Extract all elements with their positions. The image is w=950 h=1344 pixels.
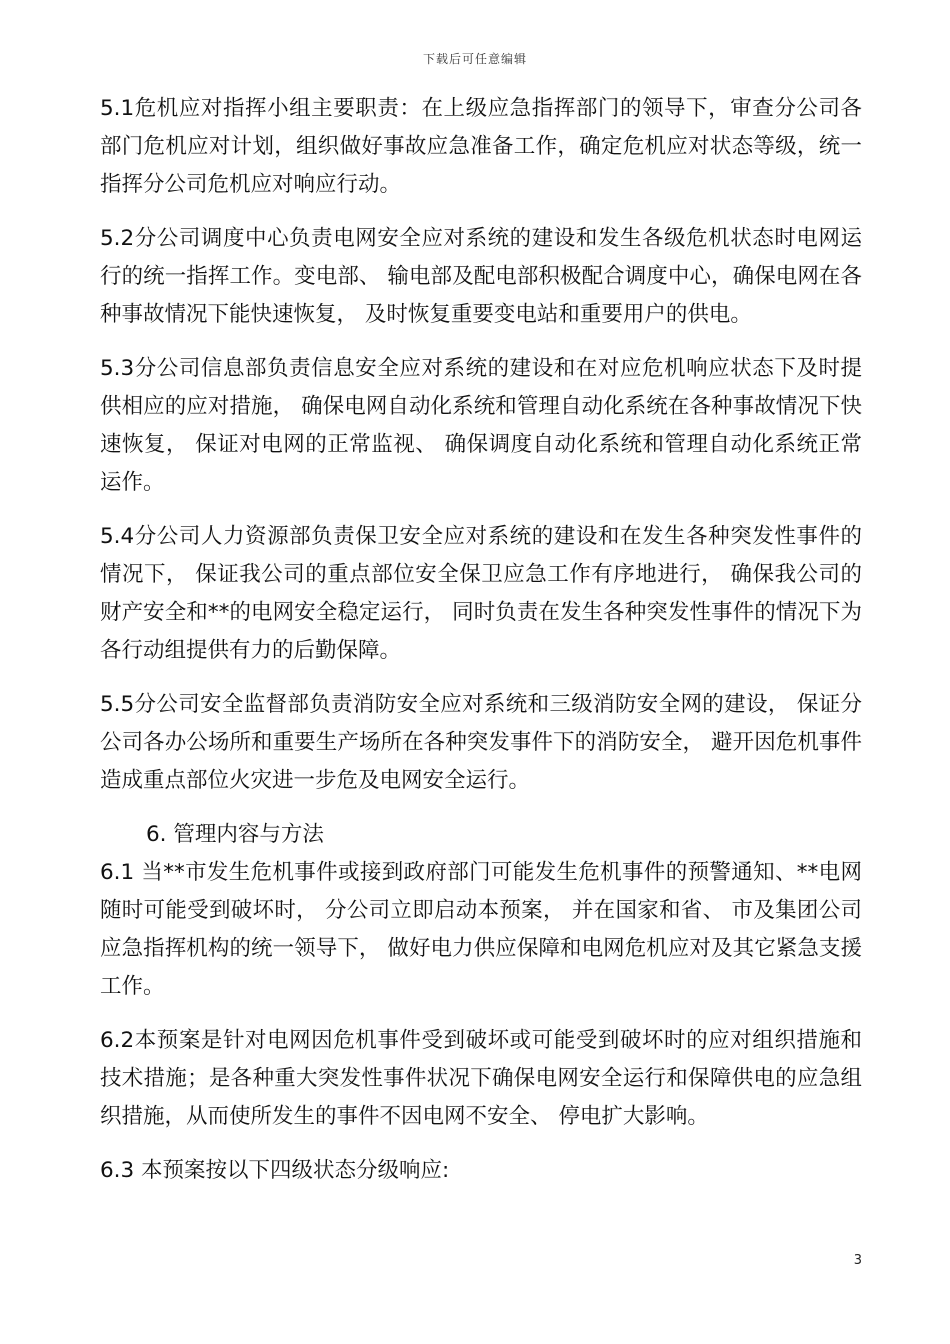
paragraph-5-5: 5.5分公司安全监督部负责消防安全应对系统和三级消防安全网的建设， 保证分公司各办公场所和重要生产场所在各种突发事件下的消防安全， 避开因危机事件造成重点部位火灾进一步危及电网安全运行。 (100, 692, 862, 793)
section-heading-6: 6. 管理内容与方法 (146, 822, 324, 847)
paragraph-6-1: 6.1 当**市发生危机事件或接到政府部门可能发生危机事件的预警通知、**电网随时可能受到破坏时， 分公司立即启动本预案， 并在国家和省、 市及集团公司应急指挥机构的统一领导下， 做好电力供应保障和电网危机应对及其它紧急支援工作。 (100, 860, 862, 999)
paragraph-5-4: 5.4分公司人力资源部负责保卫安全应对系统的建设和在发生各种突发性事件的情况下， 保证我公司的重点部位安全保卫应急工作有序地进行， 确保我公司的财产安全和**的电网安全稳定运行， 同时负责在发生各种突发性事件的情况下为各行动组提供有力的后勤保障。 (100, 524, 862, 663)
document-body (100, 90, 862, 1190)
paragraph-6-2: 6.2本预案是针对电网因危机事件受到破坏或可能受到破坏时的应对组织措施和技术措施；是各种重大突发性事件状况下确保电网安全运行和保障供电的应急组织措施，从而使所发生的事件不因电网不安全、 停电扩大影响。 (100, 1028, 862, 1129)
paragraph-5-3: 5.3分公司信息部负责信息安全应对系统的建设和在对应危机响应状态下及时提供相应的应对措施， 确保电网自动化系统和管理自动化系统在各种事故情况下快速恢复， 保证对电网的正常监视、 确保调度自动化系统和管理自动化系统正常运作。 (100, 356, 862, 495)
paragraph-5-2: 5.2分公司调度中心负责电网安全应对系统的建设和发生各级危机状态时电网运行的统一指挥工作。变电部、 输电部及配电部积极配合调度中心，确保电网在各种事故情况下能快速恢复， 及时恢复重要变电站和重要用户的供电。 (100, 226, 862, 327)
page-header: 下载后可任意编辑 (422, 52, 527, 66)
page-number: 3 (853, 1253, 862, 1268)
paragraph-5-1: 5.1危机应对指挥小组主要职责：在上级应急指挥部门的领导下，审查分公司各部门危机应对计划，组织做好事故应急准备工作，确定危机应对状态等级，统一指挥分公司危机应对响应行动。 (100, 96, 862, 197)
paragraph-6-3: 6.3 本预案按以下四级状态分级响应: (100, 1158, 450, 1183)
